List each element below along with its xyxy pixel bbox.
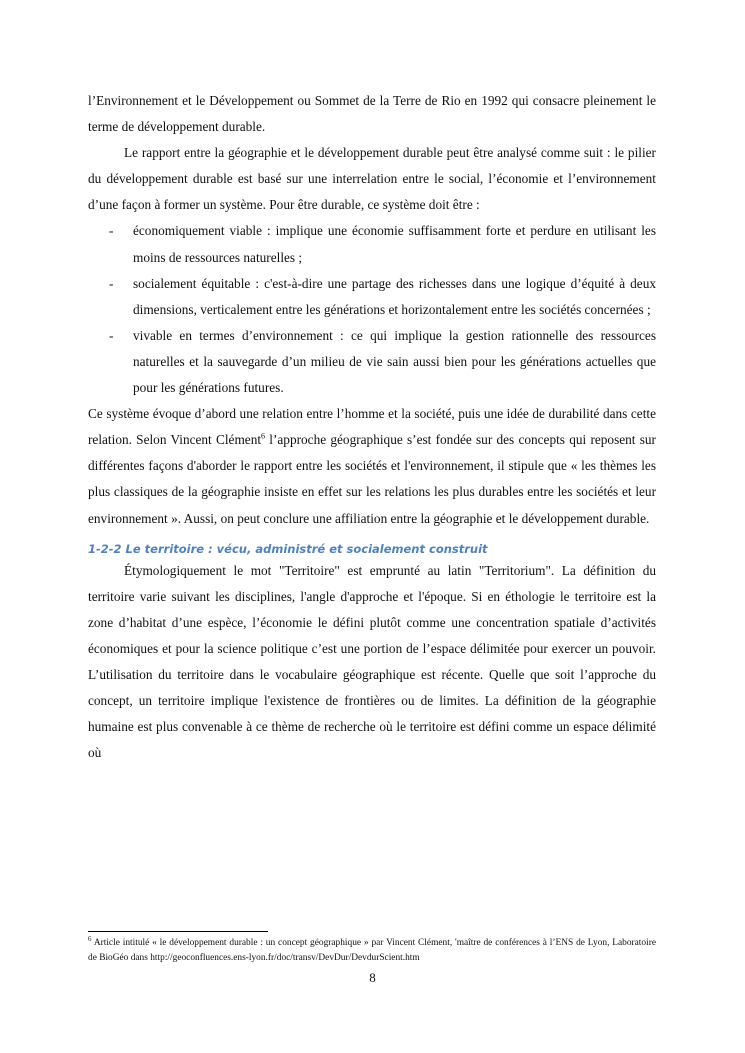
list-dash: - xyxy=(109,275,114,291)
list-item-text: socialement équitable : c'est-à-dire une partage des richesses dans une logique d’équité à deux dimensions, verticalement entre les générations et horizontalement entre les sociétés concernées ; xyxy=(133,275,656,317)
section-heading: 1-2-2 Le territoire : vécu, administré et socialement construit xyxy=(88,541,488,556)
list-item xyxy=(88,271,656,323)
footnote xyxy=(88,936,656,965)
paragraph-3-start: Ce système évoque d’abord une relation entre l’homme et la société, puis une idée de durabilité dans cette relation. Selon Vincent Clément xyxy=(88,406,656,448)
list-item-text: vivable en termes d’environnement : ce qui implique la gestion rationnelle des ressources naturelles et la sauvegarde d’un milieu de vie sain aussi bien pour les générations actuelles que pour les générations futures. xyxy=(133,327,656,396)
paragraph-3 xyxy=(88,401,656,531)
paragraph-4: Étymologiquement le mot "Territoire" est emprunté au latin "Territorium". La définition du territoire varie suivant les disciplines, l'angle d'approche et l'époque. Si en éthologie le territoire est la zone d’habitat d’une espèce, l’économie le défini plutôt comme une concentration spatiale d’activités économiques et pour la science politique c’est une portion de l’espace délimitée pour exercer un pouvoir. L’utilisation du territoire dans le vocabulaire géographique est récente. Quelle que soit l’approche du concept, un territoire implique l'existence de frontières ou de limites. La définition de la géographie humaine est plus convenable à ce thème de recherche où le territoire est défini comme un espace délimité où xyxy=(88,562,656,761)
body-text xyxy=(88,88,656,766)
footnote-separator xyxy=(88,931,268,932)
footnote-reference[interactable]: 6 xyxy=(261,431,266,441)
list-item xyxy=(88,218,656,270)
paragraph-3-end: l’approche géographique s’est fondée sur des concepts qui reposent sur différentes façons d'aborder le rapport entre les sociétés et l'environnement, il stipule que « les thèmes les plus classiques de la géographie insiste en effet sur les relations les plus durables entre les sociétés et leur environnement ». Aussi, on peut conclure une affiliation entre la géographie et le développement durable. xyxy=(88,432,656,526)
list-item-text: économiquement viable : implique une économie suffisamment forte et perdure en utilisant les moins de ressources naturelles ; xyxy=(133,223,656,265)
footnote-text: Article intitulé « le développement durable : un concept géographique » par Vincent Clément, 'maître de conférences à l’ENS de Lyon, Laboratoire de BioGéo dans http://geoconfluences.ens-lyon.fr/doc/transv/DevDur/DevdurScient.htm xyxy=(88,938,656,963)
paragraph-1: l’Environnement et le Développement ou Sommet de la Terre de Rio en 1992 qui consacre pleinement le terme de développement durable. xyxy=(88,93,656,135)
page-number: 8 xyxy=(369,970,376,985)
list-dash: - xyxy=(109,223,114,239)
list-dash: - xyxy=(109,327,114,343)
criteria-list xyxy=(88,218,656,401)
footnote-number: 6 xyxy=(88,934,92,943)
paragraph-2: Le rapport entre la géographie et le développement durable peut être analysé comme suit : le pilier du développement durable est basé sur une interrelation entre le social, l’économie et l’environnement d’une façon à former un système. Pour être durable, ce système doit être : xyxy=(88,145,656,213)
list-item xyxy=(88,323,656,401)
